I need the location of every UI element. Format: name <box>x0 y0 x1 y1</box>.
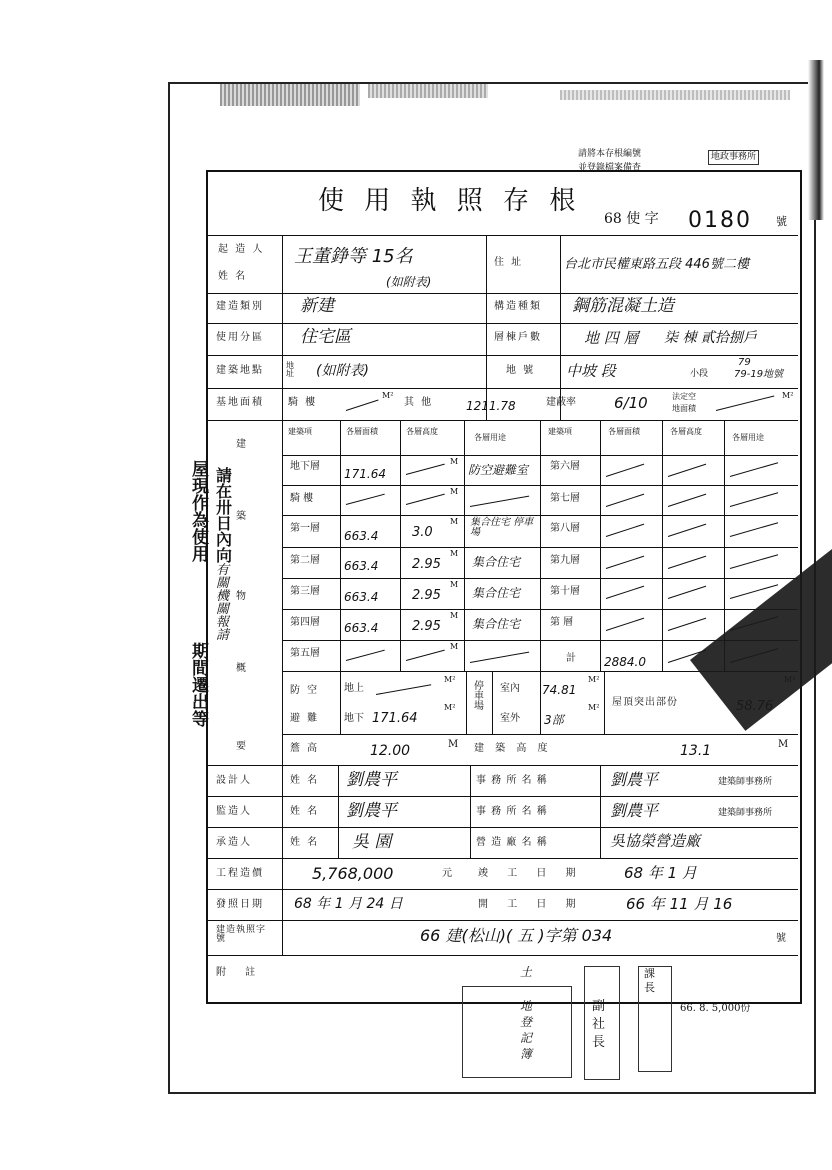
floor-name-n: 第 層 <box>550 617 574 628</box>
contractor-firm-label: 營 造 廠 名 稱 <box>476 837 548 848</box>
below-label: 地下 <box>344 713 364 724</box>
parking-m2-2: M² <box>588 703 600 712</box>
floor-use-b1: 防空避難室 <box>468 463 529 477</box>
floors-value-2: 柒 棟 貳拾捌戶 <box>664 330 757 346</box>
floor-unit-1: M <box>450 517 459 526</box>
base-value: 1211.78 <box>466 399 516 413</box>
permit-value: 66 建(松山)( 五 )字第 034 <box>420 926 613 945</box>
margin-note-2: 請 在 卅 日 內 向 有 關 機 關 報 請 <box>216 466 233 643</box>
stamp-registry-text-4: 簿 <box>520 1047 533 1061</box>
header-use: 各層用途 <box>474 433 506 442</box>
legal-label-1: 法定空 <box>672 392 696 401</box>
stamp-registry-text-3: 記 <box>520 1031 533 1045</box>
zone-label: 使用分區 <box>216 332 264 343</box>
owner-label-1: 起 造 人 <box>218 244 265 255</box>
site-addr-label: 地址 <box>286 361 294 378</box>
permit-number: 0180 <box>688 208 752 233</box>
type-value: 新建 <box>300 296 334 316</box>
stamp-chief-text-1: 長 <box>644 981 655 994</box>
zone-value: 住宅區 <box>300 327 351 347</box>
designer-label: 設計人 <box>216 775 252 786</box>
land-no-top: 79 <box>738 357 751 368</box>
stamp-deputy-text-2: 長 <box>592 1035 606 1050</box>
indoor-label: 室內 <box>500 683 520 694</box>
margin-note: 屋 現 作 為 使 用 期 間 遷 出 等 <box>192 460 209 730</box>
note-label: 附 註 <box>216 967 264 978</box>
designer-name: 劉農平 <box>346 770 397 790</box>
arcade-label: 騎 樓 <box>288 397 318 408</box>
supervisor-name-label: 姓 名 <box>290 806 320 817</box>
designer-office-label: 事 務 所 名 稱 <box>476 775 548 786</box>
below-m2: M² <box>444 703 456 712</box>
finish-label: 竣 工 日 期 <box>478 868 584 879</box>
stamp-registry-text-1: 地 <box>520 999 533 1013</box>
floor-name-1: 第一層 <box>290 523 320 534</box>
floor-height-4: 2.95 <box>412 619 441 634</box>
floor-name-arcade: 騎 樓 <box>290 493 314 504</box>
header-area-r: 各層面積 <box>608 427 640 436</box>
side-label-2: 物 <box>236 591 248 602</box>
issue-value: 68 年 1 月 24 日 <box>294 896 403 912</box>
coverage-value: 6/10 <box>614 394 648 412</box>
structure-label: 構造種類 <box>494 301 542 312</box>
floor-use-4: 集合住宅 <box>472 617 521 631</box>
contractor-label: 承造人 <box>216 837 252 848</box>
floor-area-4: 663.4 <box>344 621 379 635</box>
floor-name-2: 第二層 <box>290 555 320 566</box>
cost-label: 工程造價 <box>216 868 264 879</box>
header-note-2: 並登錄檔案備查 <box>578 163 642 173</box>
height-label: 簷 高 <box>290 743 320 754</box>
floor-unit-b1: M <box>450 457 459 466</box>
stamp-registry <box>462 986 572 1078</box>
supervisor-name: 劉農平 <box>346 801 397 821</box>
address-value: 台北市民權東路五段 446號二樓 <box>564 257 749 272</box>
total-value: 2884.0 <box>604 655 646 669</box>
contractor-firm: 吳協榮營造廠 <box>610 832 701 850</box>
side-label-0: 建 <box>236 439 248 450</box>
coverage-label: 建蔽率 <box>546 397 576 408</box>
floor-area-3: 663.4 <box>344 590 379 604</box>
header-item-r: 建築項 <box>548 427 572 436</box>
designer-office: 劉農平 <box>610 770 659 789</box>
base-m2-1: M² <box>382 391 394 400</box>
structure-value: 鋼筋混凝土造 <box>572 296 674 316</box>
stamp-deputy-text-0: 副 <box>592 999 606 1014</box>
designer-office-suffix: 建築師事務所 <box>718 777 773 787</box>
indoor-value: 74.81 <box>542 683 577 697</box>
permit-suffix: 號 <box>776 215 787 228</box>
other-label: 其 他 <box>404 397 434 408</box>
issue-label: 發照日期 <box>216 899 264 910</box>
tape-strip-left <box>220 84 360 106</box>
tape-strip-right <box>560 90 790 100</box>
floor-name-9: 第九層 <box>550 555 580 566</box>
floor-height-3: 2.95 <box>412 588 441 603</box>
contractor-name: 吳 園 <box>352 832 392 852</box>
floor-name-8: 第八層 <box>550 523 580 534</box>
permit-prefix: 68 使 字 <box>604 211 659 227</box>
stamp-registry-text-0: 土 <box>520 965 533 979</box>
side-label-4: 要 <box>236 741 248 752</box>
owner-value-2: (如附表) <box>386 275 432 289</box>
land-no: 79-19地號 <box>734 369 784 380</box>
floor-name-10: 第十層 <box>550 586 580 597</box>
floor-name-b1: 地下層 <box>290 461 320 472</box>
outdoor-label: 室外 <box>500 713 520 724</box>
header-area: 各層面積 <box>346 427 378 436</box>
parking-m2-1: M² <box>588 675 600 684</box>
bldg-height-label: 建 築 高 度 <box>474 743 552 754</box>
floor-unit-arcade: M <box>450 487 459 496</box>
total-label: 計 <box>566 653 578 664</box>
floor-unit-4: M <box>450 611 459 620</box>
address-label: 住 址 <box>494 257 524 268</box>
permit-value-suffix: 號 <box>776 933 788 944</box>
footer-print: 66. 8. 5,000份 <box>680 1003 751 1014</box>
floor-unit-2: M <box>450 549 459 558</box>
floor-unit-5: M <box>450 642 459 651</box>
legal-label-2: 地面積 <box>672 404 696 413</box>
land-subsection: 小段 <box>690 369 709 379</box>
floor-name-3: 第三層 <box>290 586 320 597</box>
air-label: 防 空 <box>290 685 320 696</box>
floor-unit-3: M <box>450 580 459 589</box>
floor-use-3: 集合住宅 <box>472 586 521 600</box>
header-height-r: 各層高度 <box>670 427 702 436</box>
floor-height-1: 3.0 <box>412 525 433 540</box>
start-label: 開 工 日 期 <box>478 899 584 910</box>
height-value: 12.00 <box>370 743 411 759</box>
stamp-registry-text-2: 登 <box>520 1015 533 1029</box>
finish-value: 68 年 1 月 <box>624 864 697 882</box>
contractor-name-label: 姓 名 <box>290 837 320 848</box>
floor-height-2: 2.95 <box>412 557 441 572</box>
floor-use-1: 集合住宅 停車場 <box>470 517 534 538</box>
below-value: 171.64 <box>372 711 418 726</box>
parking-label: 停車場 <box>474 681 484 712</box>
start-value: 66 年 11 月 16 <box>626 895 733 913</box>
header-use-r: 各層用途 <box>732 433 764 442</box>
header-item: 建築項 <box>288 427 312 436</box>
supervisor-office: 劉農平 <box>610 801 659 820</box>
above-m2: M² <box>444 675 456 684</box>
owner-value: 王董錚等 15名 <box>294 246 413 267</box>
base-m2-2: M² <box>782 391 794 400</box>
floor-use-2: 集合住宅 <box>472 555 521 569</box>
type-label: 建造類別 <box>216 301 264 312</box>
floor-name-6: 第六層 <box>550 461 580 472</box>
bldg-height-value: 13.1 <box>680 743 712 759</box>
floor-name-5: 第五層 <box>290 648 320 659</box>
above-label: 地上 <box>344 683 364 694</box>
top-stamp: 地政事務所 <box>708 150 759 165</box>
floors-value: 地 四 層 <box>584 329 639 347</box>
height-unit: M <box>448 739 459 750</box>
tape-strip-mid <box>368 84 488 98</box>
permit-label: 建造執照字號 <box>216 925 267 944</box>
designer-name-label: 姓 名 <box>290 775 320 786</box>
stamp-chief-text-0: 課 <box>644 967 655 980</box>
land-value: 中坡 段 <box>566 362 616 380</box>
floor-area-b1: 171.64 <box>344 467 386 481</box>
side-label-1: 築 <box>236 511 248 522</box>
land-label: 地 號 <box>506 365 536 376</box>
roof-label: 屋頂突出部份 <box>612 697 678 708</box>
bldg-height-unit: M <box>778 739 789 750</box>
site-value: (如附表) <box>316 363 369 379</box>
cost-value: 5,768,000 <box>312 864 394 883</box>
base-label: 基地面積 <box>216 397 264 408</box>
header-note-1: 請將本存根編號 <box>578 149 642 159</box>
outdoor-value: 3部 <box>544 713 564 727</box>
floor-area-2: 663.4 <box>344 559 379 573</box>
floor-name-7: 第七層 <box>550 493 580 504</box>
header-height: 各層高度 <box>406 427 438 436</box>
stamp-deputy-text-1: 社 <box>592 1017 606 1032</box>
cost-unit: 元 <box>442 868 454 879</box>
supervisor-office-label: 事 務 所 名 稱 <box>476 806 548 817</box>
floor-name-4: 第四層 <box>290 617 320 628</box>
owner-label-2: 姓 名 <box>218 271 248 282</box>
site-label: 建築地點 <box>216 365 264 376</box>
right-edge-shadow <box>808 60 824 220</box>
floor-area-1: 663.4 <box>344 529 379 543</box>
form-title: 使 用 執 照 存 根 <box>318 186 582 216</box>
supervisor-label: 監造人 <box>216 806 252 817</box>
shelter-label: 避 難 <box>290 713 320 724</box>
floors-label: 層棟戶數 <box>494 332 542 343</box>
side-label-3: 概 <box>236 663 248 674</box>
supervisor-office-suffix: 建築師事務所 <box>718 808 773 818</box>
